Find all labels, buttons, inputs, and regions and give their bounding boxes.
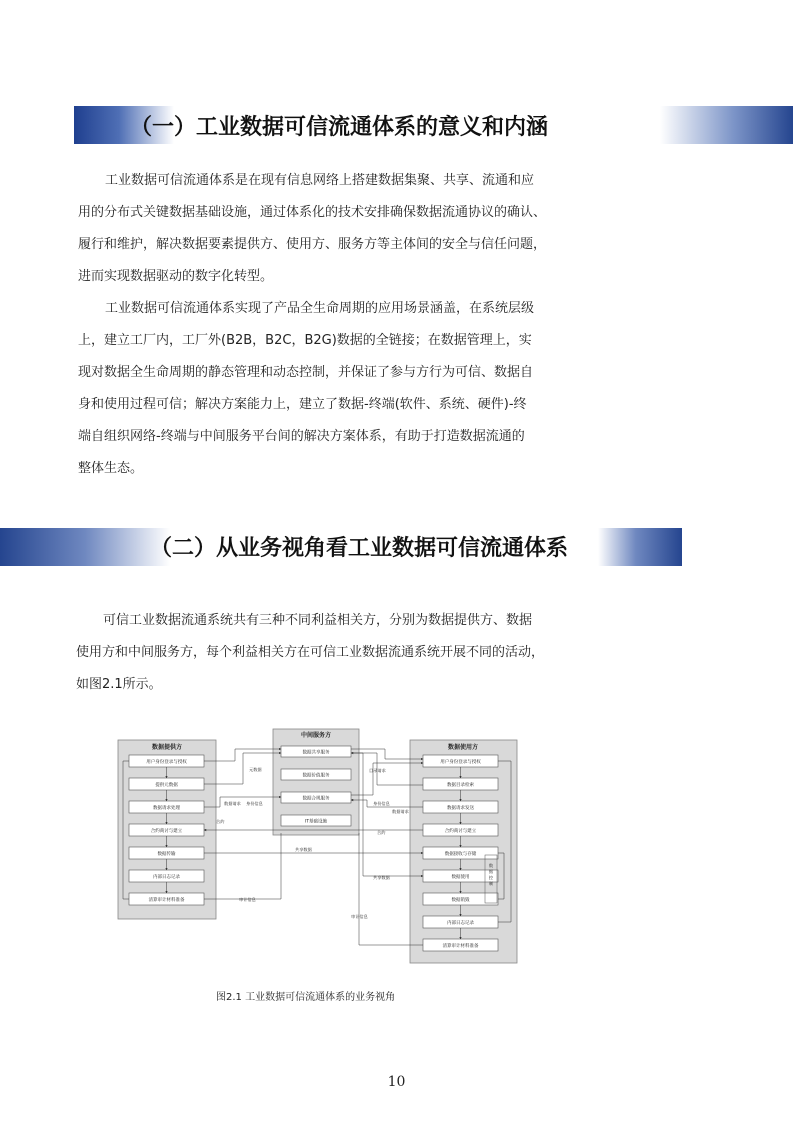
provider-step — [129, 824, 204, 836]
provider-step — [129, 870, 204, 882]
consumer-step — [423, 755, 498, 767]
step-label: 清算审计材料准备 — [148, 898, 185, 903]
text-line: 履行和维护，解决数据要素提供方、使用方、服务方等主体间的安全与信任问题， — [78, 237, 547, 252]
middle-step — [281, 815, 351, 826]
step-label: IT基础设施 — [304, 819, 328, 825]
provider-step — [129, 847, 204, 859]
consumer-title: 数据使用方 — [447, 744, 479, 751]
edge-label: 数据请求 — [392, 809, 409, 814]
step-label: 合约商讨与建立 — [444, 829, 477, 834]
edge-label: 审计信息 — [351, 914, 368, 919]
step-label: 数据接收与存储 — [444, 852, 477, 857]
middle-step — [281, 769, 351, 780]
text-line: 身和使用过程可信；解决方案能力上，建立了数据-终端(软件、系统、硬件)-终 — [78, 397, 527, 412]
section1-paragraph-1 — [78, 165, 558, 293]
provider-step — [129, 893, 204, 905]
edge-label: 合约 — [216, 819, 225, 824]
provider-step — [129, 755, 204, 767]
step-label: 数据合规服务 — [302, 796, 330, 802]
step-label: 用户身份登录与授权 — [440, 760, 481, 765]
step-label: 数据共享服务 — [302, 750, 330, 756]
provider-step — [129, 801, 204, 813]
edge-label: 数据请求 — [224, 801, 241, 806]
text-line: 整体生态。 — [78, 461, 144, 476]
edge-label: 元数据 — [249, 767, 262, 772]
consumer-step — [423, 824, 498, 836]
step-label: 数据销毁 — [451, 898, 470, 903]
edge-label: 合约 — [377, 830, 386, 835]
step-label: 用户身份登录与授权 — [146, 760, 187, 765]
step-label: 合约商讨与建立 — [150, 829, 183, 834]
section2-title: （二）从业务视角看工业数据可信流通体系 — [150, 536, 569, 561]
step-label: 提供元数据 — [155, 783, 178, 788]
step-label: 数据目录检索 — [447, 783, 474, 788]
edge-label: 身份信息 — [246, 801, 263, 806]
consumer-step — [423, 847, 498, 859]
edge-label: 身份信息 — [373, 801, 390, 806]
text-line: 进而实现数据驱动的数字化转型。 — [78, 269, 274, 284]
step-label: 内部日志记录 — [447, 921, 474, 926]
step-label: 内部日志记录 — [153, 875, 180, 880]
step-label: 数据使用 — [451, 875, 470, 880]
consumer-step — [423, 801, 498, 813]
edge-label: 审计信息 — [239, 897, 256, 902]
text-line: 如图2.1所示。 — [76, 677, 162, 692]
text-line: 使用方和中间服务方，每个利益相关方在可信工业数据流通系统开展不同的活动， — [76, 645, 545, 660]
middle-step — [281, 746, 351, 757]
step-label: 数据传输 — [157, 852, 176, 857]
edge-label: 共享数据 — [295, 847, 312, 852]
section1-banner-right — [660, 106, 793, 144]
text-line: 用的分布式关键数据基础设施，通过体系化的技术安排确保数据流通协议的确认、 — [78, 205, 547, 220]
consumer-step — [423, 778, 498, 790]
text-line: 可信工业数据流通系统共有三种不同利益相关方，分别为数据提供方、数据 — [103, 613, 533, 628]
consumer-step — [423, 939, 498, 951]
figure-caption: 图2.1 工业数据可信流通体系的业务视角 — [216, 992, 396, 1003]
edge-label: 共享数据 — [373, 875, 390, 880]
business-view-diagram — [115, 727, 520, 965]
text-line: 现对数据全生命周期的静态管理和动态控制，并保证了参与方行为可信、数据自 — [78, 365, 534, 380]
step-label: 数据价值服务 — [302, 773, 330, 779]
consumer-step — [423, 870, 498, 882]
section1-title: （一）工业数据可信流通体系的意义和内涵 — [130, 115, 549, 140]
text-line: 工业数据可信流通体系是在现有信息网络上搭建数据集聚、共享、流通和应 — [105, 173, 535, 188]
section1-paragraph-2 — [78, 293, 558, 485]
step-label: 清算审计材料准备 — [442, 944, 479, 949]
page-number: 10 — [387, 1074, 406, 1090]
text-line: 工业数据可信流通体系实现了产品全生命周期的应用场景涵盖，在系统层级 — [105, 301, 535, 316]
step-label: 数据请求处理 — [153, 806, 180, 811]
consumer-step — [423, 916, 498, 928]
middle-step — [281, 792, 351, 803]
data-control-label: 数据控制 — [488, 863, 494, 886]
middle-title: 中间服务方 — [300, 732, 332, 739]
text-line: 上，建立工厂内，工厂外(B2B，B2C，B2G)数据的全链接；在数据管理上，实 — [78, 333, 532, 348]
text-line: 端自组织网络-终端与中间服务平台间的解决方案体系，有助于打造数据流通的 — [78, 429, 525, 444]
step-label: 数据请求发送 — [447, 806, 474, 811]
section2-banner-right — [598, 528, 682, 566]
provider-step — [129, 778, 204, 790]
edge-label: 目录请求 — [369, 768, 386, 773]
section2-paragraph-1 — [76, 605, 556, 701]
provider-title: 数据提供方 — [151, 744, 183, 751]
section2-banner-left — [0, 528, 170, 566]
